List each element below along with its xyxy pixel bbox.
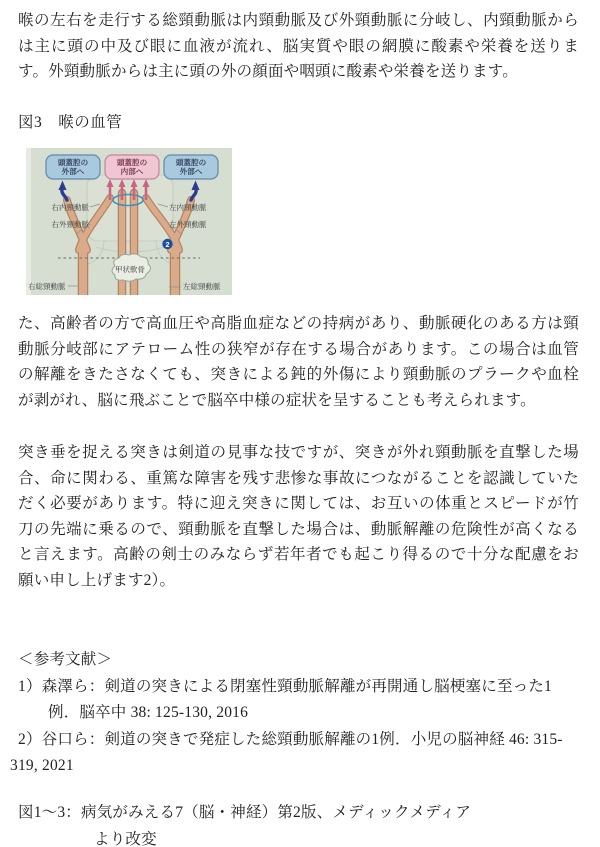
figure3-throat-vessels-image <box>26 148 232 295</box>
box-exterior-right-line2: 外部へ <box>179 167 203 176</box>
references-heading: ＜参考文献＞ <box>18 651 113 668</box>
paragraph-carotid-anatomy: 喉の左右を走行する総頸動脈は内頸動脈及び外頸動脈に分岐し、内頸動脈からは主に頭の中及び眼に血液が流れ、脳実質や眼の網膜に酸素や栄養を送ります。外頸動脈からは主に頭の外の顔面や咽頭に酸素や栄養を送ります。 <box>18 12 579 80</box>
label-right-common-carotid: 右総頸動脈 <box>28 282 66 291</box>
label-left-internal-carotid: 左内頸動脈 <box>169 203 207 212</box>
figure-credit-line-2: より改変 <box>94 831 157 847</box>
reference-2-line-1: 2）谷口ら：剣道の突きで発症した総頸動脈解離の1例．小児の脳神経 46: 315- <box>18 730 563 748</box>
box-interior-line1: 頭蓋腔の <box>116 158 148 167</box>
badge-number-text: 2 <box>165 239 170 249</box>
label-right-internal-carotid: 右内頸動脈 <box>51 203 89 212</box>
reference-1-line-1: 1）森澤ら：剣道の突きによる閉塞性頸動脈解離が再開通し脳梗塞に至った1 <box>18 677 553 695</box>
reference-2-line-2: 319, 2021 <box>10 757 74 774</box>
paragraph-atheroma-risk: た、高齢者の方で高血圧や高脂血症などの持病があり、動脈硬化のある方は頸動脈分岐部にアテローム性の狭窄が存在する場合があります。この場合は血管の解離をきたさなくても、突きによる鈍的外傷により頸動脈のプラークや血栓が剥がれ、脳に飛ぶことで脳卒中様の症状を呈することも考えられます。 <box>18 315 579 409</box>
label-left-common-carotid: 左総頸動脈 <box>183 282 221 291</box>
label-thyroid-cartilage: 甲状軟骨 <box>115 265 145 274</box>
paragraph-tsuki-warning: 突き垂を捉える突きは剣道の見事な技ですが、突きが外れ頸動脈を直撃した場合、命に関わる、重篤な障害を残す悲惨な事故につながることを認識していただく必要があります。特に迎え突きに関しては、お互いの体重とスピードが竹刀の先端に乗るので、頸動脈を直撃した場合は、動脈解離の危険性が高くなると言えます。高齢の剣士のみならず若年者でも起こり得るので十分な配慮をお願い申し上げます2）。 <box>18 444 579 589</box>
box-exterior-right-line1: 頭蓋腔の <box>175 158 207 167</box>
figure3-caption: 図3 喉の血管 <box>18 114 123 131</box>
photo-edge-strip <box>26 148 31 295</box>
box-exterior-left-line2: 外部へ <box>61 167 85 176</box>
reference-1-line-2: 例．脳卒中 38: 125-130, 2016 <box>48 704 249 721</box>
figure-credit <box>18 799 471 847</box>
figure-credit-line-1: 図1～3：病気がみえる7（脳・神経）第2版、メディックメディア <box>18 804 472 821</box>
number-2-badge <box>162 239 172 249</box>
box-exterior-left-line1: 頭蓋腔の <box>57 158 89 167</box>
references-section <box>10 647 584 780</box>
thyroid-cartilage-cloud <box>112 254 151 281</box>
throat-vessels-diagram <box>26 148 232 295</box>
label-right-external-carotid: 右外頸動脈 <box>51 220 89 229</box>
destination-boxes <box>46 155 218 179</box>
box-interior-line2: 内部へ <box>120 167 144 176</box>
label-left-external-carotid: 左外頸動脈 <box>169 220 207 229</box>
